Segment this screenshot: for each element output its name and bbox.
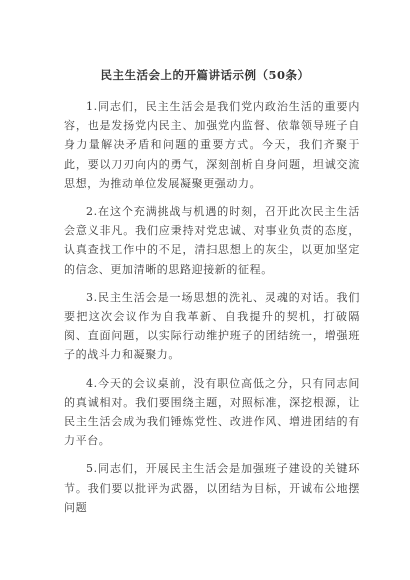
document-body (64, 97, 360, 526)
document-title: 民主生活会上的开篇讲话示例（50条） (100, 68, 310, 82)
paragraph-1: 1.同志们，民主生活会是我们党内政治生活的重要内容，也是发扬党内民主、加强党内监督、依靠领导班子自身力量解决矛盾和问题的重要方式。今天，我们齐聚于此，要以刀刃向内的勇气，深刻剖析自身问题，坦诚交流思想，为推动单位发展凝聚更强动力。 (64, 100, 360, 190)
paragraph-4: 4.今天的会议桌前，没有职位高低之分，只有同志间的真诚相对。我们要围绕主题，对照标准，深挖根源，让民主生活会成为我们锤炼党性、改进作风、增进团结的有力平台。 (64, 376, 360, 448)
paragraph-2: 2.在这个充满挑战与机遇的时刻，召开此次民主生活会意义非凡。我们应秉持对党忠诚、对事业负责的态度，认真查找工作中的不足，清扫思想上的灰尘，以更加坚定的信念、更加清晰的思路迎接新的征程。 (64, 205, 360, 276)
paragraph-3: 3.民主生活会是一场思想的洗礼、灵魂的对话。我们要把这次会议作为自我革新、自我提升的契机，打破隔阂、直面问题，以实际行动维护班子的团结统一，增强班子的战斗力和凝聚力。 (64, 290, 360, 362)
paragraph-5: 5.同志们，开展民主生活会是加强班子建设的关键环节。我们要以批评为武器，以团结为目标，开诚布公地摆问题 (64, 462, 360, 514)
